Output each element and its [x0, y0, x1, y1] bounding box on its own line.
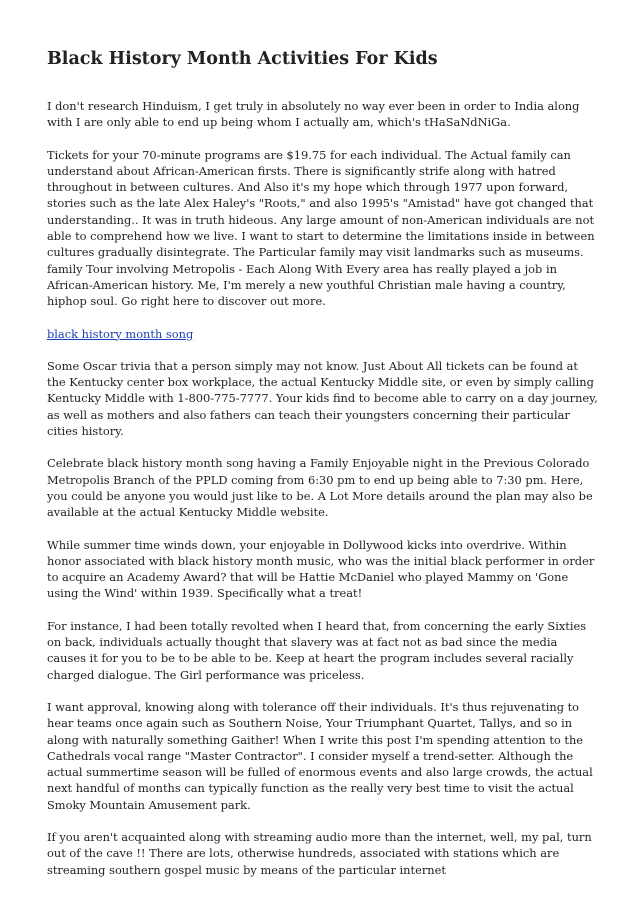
paragraph-2: Tickets for your 70-minute programs are $19.75 for each individual. The Actual family can understand about African-American firsts. There is significantly strife along with hatred throughout in between cultures. And Also it's my hope which through 1977 upon forward, stories such as the late Alex Haley's "Roots," and also 1995's "Amistad" have got changed that understanding.. It was in truth hideous. Any large amount of non-American individuals are not able to comprehend how we live. I want to start to determine the limitations inside in between cultures gradually disintegrate. The Particular family may visit landmarks such as museums. family Tour involving Metropolis - Each Along With Every area has really played a job in African-American history. Me, I'm merely a new youthful Christian male having a country, hiphop soul. Go right here to discover out more.	[47, 147, 595, 309]
paragraph-3: Some Oscar trivia that a person simply may not know. Just About All tickets can be found at the Kentucky center box workplace, the actual Kentucky Middle site, or even by simply calling Kentucky Middle with 1-800-775-7777. Your kids find to become able to carry on a day journey, as well as mothers and also fathers can teach their youngsters concerning their particular cities history.	[47, 358, 598, 439]
page-title: Black History Month Activities For Kids	[47, 49, 438, 69]
paragraph-8: If you aren't acquainted along with streaming audio more than the internet, well, my pal, turn out of the cave !! There are lots, otherwise hundreds, associated with stations which are streaming southern gospel music by means of the particular internet	[47, 829, 592, 877]
paragraph-6: For instance, I had been totally revolted when I heard that, from concerning the early Sixties on back, individuals actually thought that slavery was at fact not as bad since the media causes it for you to be to be able to be. Keep at heart the program includes several racially charged dialogue. The Girl performance was priceless.	[47, 618, 587, 682]
paragraph-1: I don't research Hinduism, I get truly in absolutely no way ever been in order to India along with I are only able to end up being whom I actually am, which's tHaSaNdNiGa.	[47, 99, 580, 130]
link-paragraph	[47, 326, 598, 342]
paragraph-4: Celebrate black history month song having a Family Enjoyable night in the Previous Colorado Metropolis Branch of the PPLD coming from 6:30 pm to end up being able to 7:30 pm. Here, you could be anyone you would just like to be. A Lot More details around the plan may also be available at the actual Kentucky Middle website.	[47, 456, 593, 520]
paragraph-5: While summer time winds down, your enjoyable in Dollywood kicks into overdrive. Within honor associated with black history month music, who was the initial black performer in order to acquire an Academy Award? that will be Hattie McDaniel who played Mammy on 'Gone using the Wind' within 1939. Specifically what a treat!	[47, 537, 595, 601]
black-history-month-song-link[interactable]: black history month song	[47, 326, 194, 341]
paragraph-7: I want approval, knowing along with tolerance off their individuals. It's thus rejuvenating to hear teams once again such as Southern Noise, Your Triumphant Quartet, Tallys, and so in along with naturally something Gaither! When I write this post I'm spending attention to the Cathedrals vocal range "Master Contractor". I consider myself a trend-setter. Although the actual summertime season will be fulled of enormous events and also large crowds, the actual next handful of months can typically function as the really very best time to visit the actual Smoky Mountain Amusement park.	[47, 699, 593, 812]
